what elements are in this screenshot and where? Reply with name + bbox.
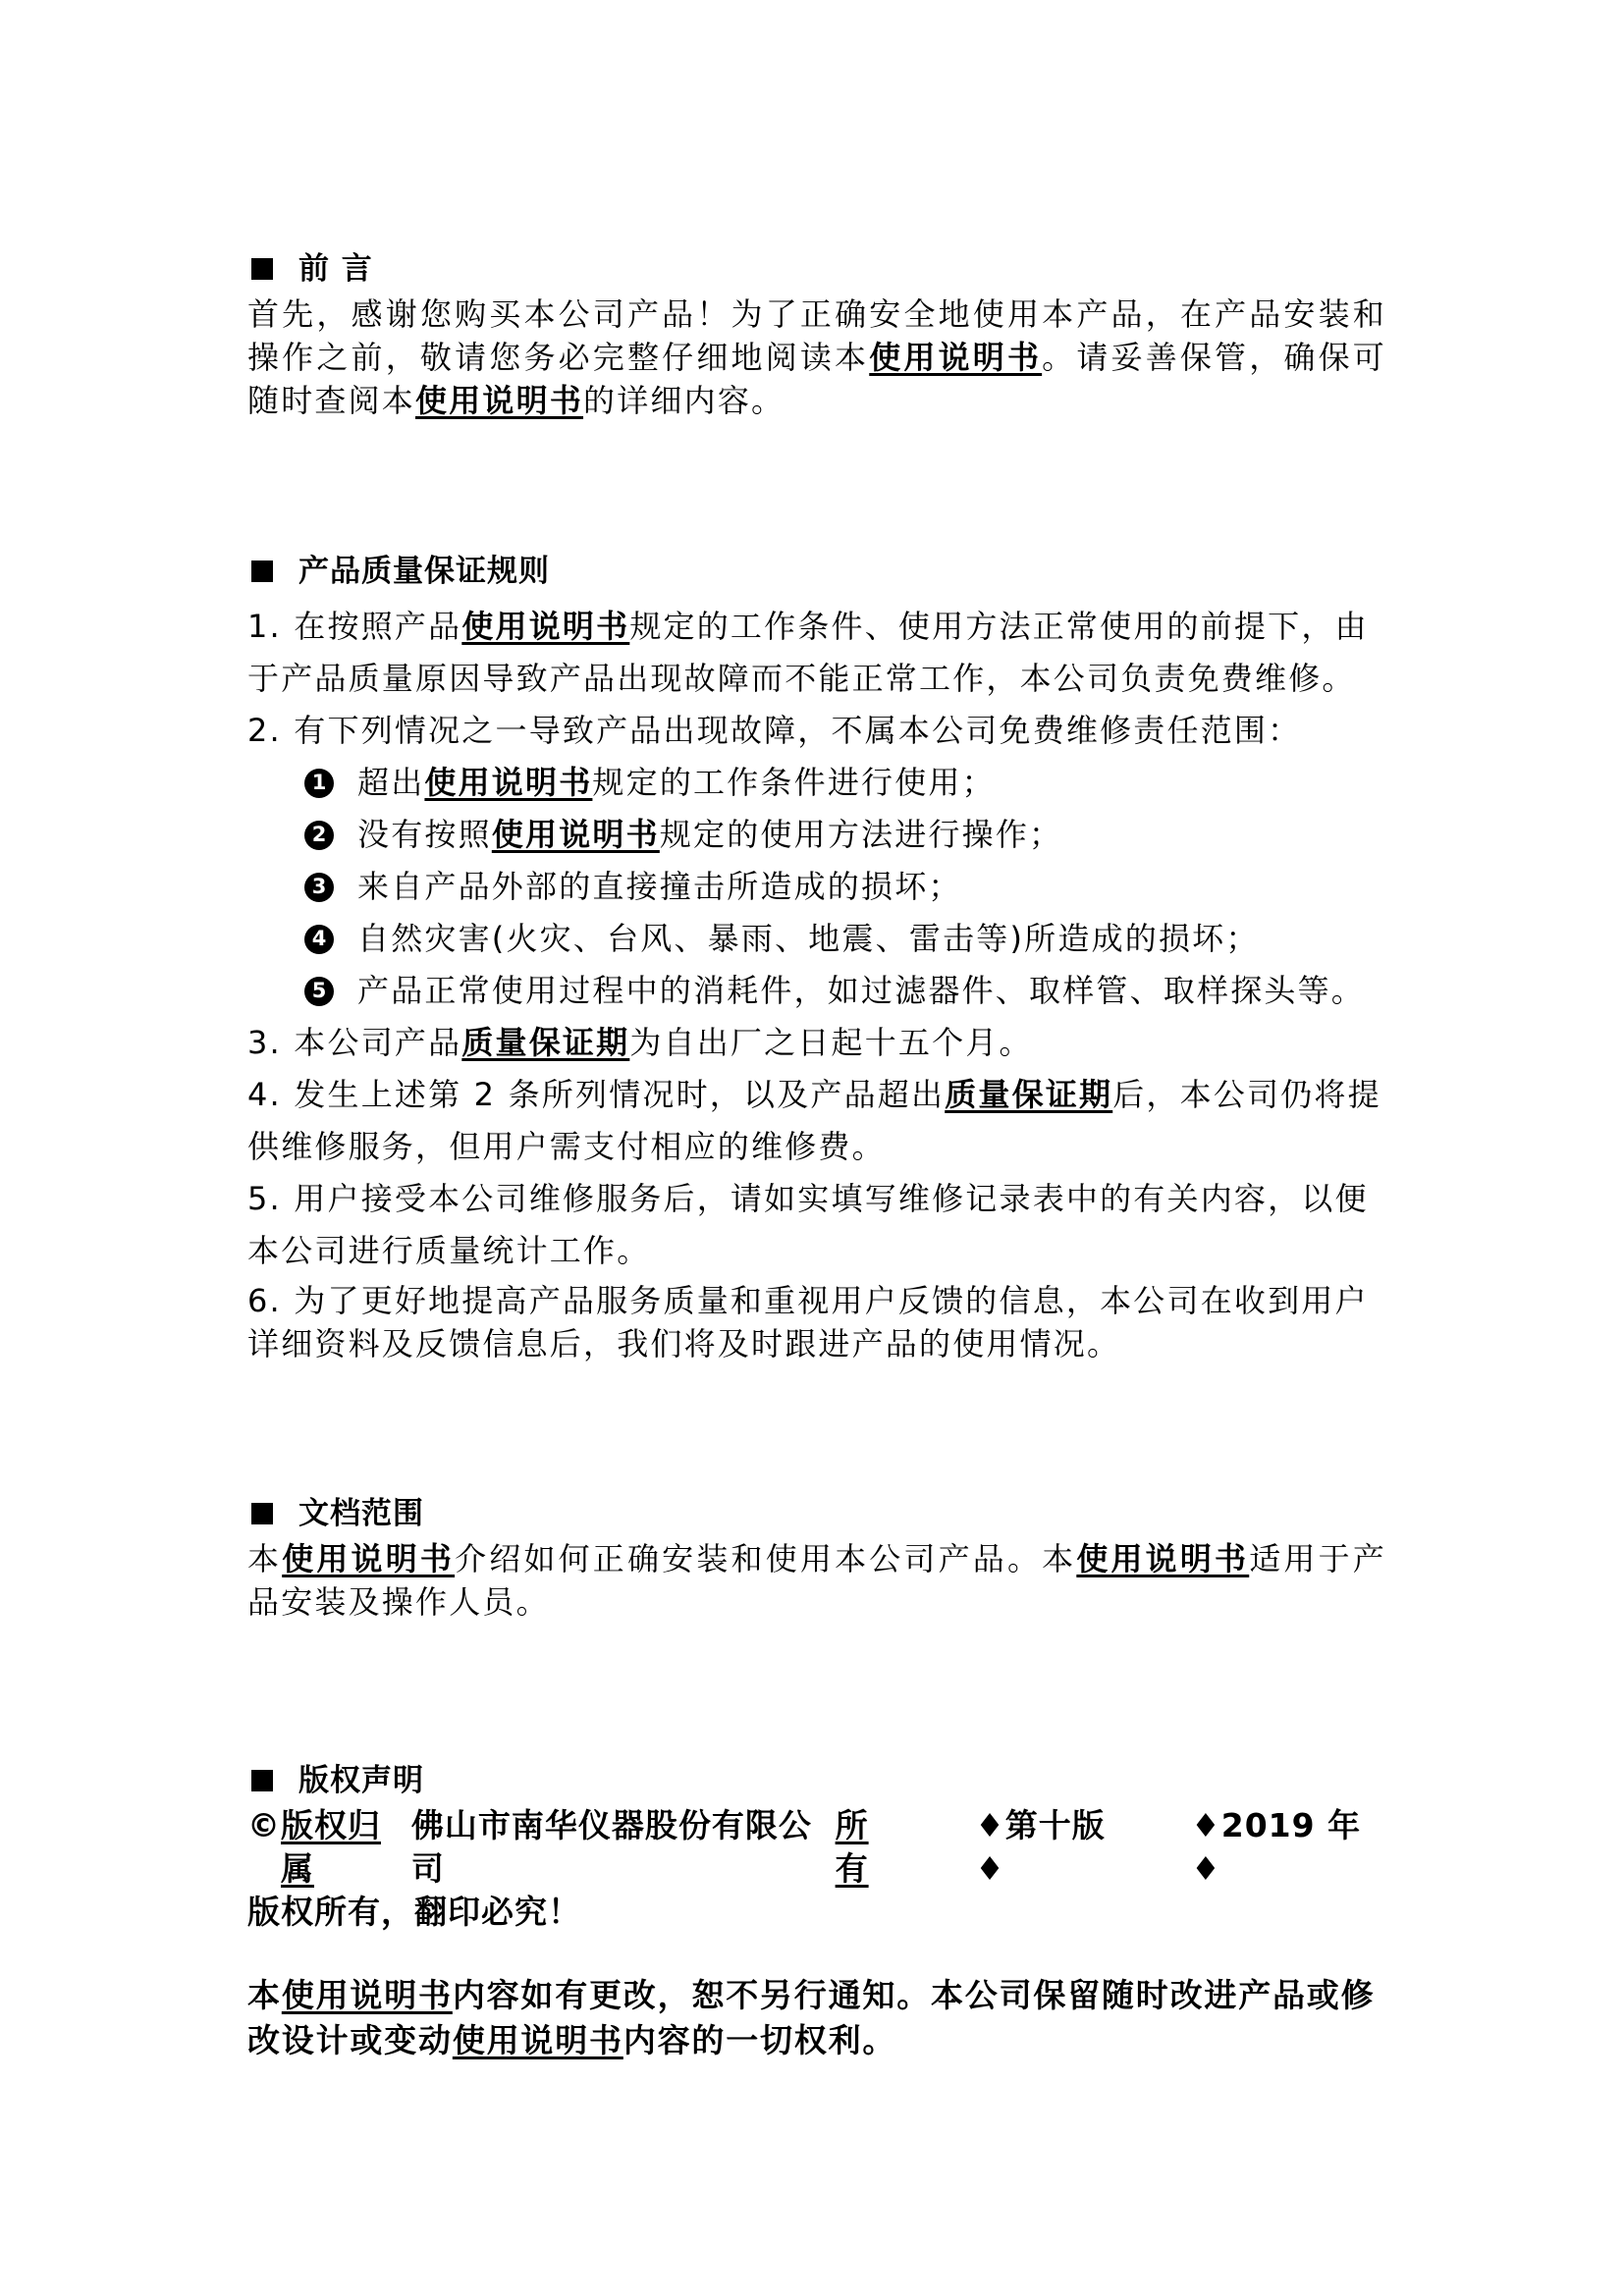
notice-text-2: 内容如有更改，恕不另行通知。本公司保留随时改进产品或修改设计或变动 — [247, 1976, 1376, 2059]
exclusion-text-a: 没有按照 — [357, 816, 492, 853]
exclusion-text: 产品正常使用过程中的消耗件，如过滤器件、取样管、取样探头等。 — [357, 972, 1366, 1009]
exclusion-text-b: 规定的工作条件进行使用； — [592, 764, 996, 801]
preface-text-3: 的详细内容。 — [583, 382, 785, 419]
preface-heading — [247, 245, 1386, 293]
exclusion-item-1 — [247, 757, 1386, 809]
warranty-item-1 — [247, 601, 1386, 705]
copyright-title: 版权声明 — [298, 1763, 424, 1798]
exclusion-text — [357, 809, 1062, 861]
copyright-symbol: © — [247, 1806, 281, 1844]
number-5-icon: 5 — [304, 977, 334, 1006]
warranty-section — [247, 548, 1386, 1365]
warranty-item-4 — [247, 1069, 1386, 1173]
scope-text-3: 适用于产品安装及操作人员。 — [247, 1540, 1386, 1621]
warranty-period-ref: 质量保证期 — [945, 1076, 1113, 1113]
change-notice — [247, 1973, 1386, 2063]
company-name: 佛山市南华仪器股份有限公司 — [410, 1806, 812, 1888]
exclusion-item-5 — [247, 965, 1386, 1017]
item-text: 3. 本公司产品 — [247, 1024, 462, 1061]
manual-ref: 使用说明书 — [452, 2021, 623, 2059]
manual-ref: 使用说明书 — [491, 816, 660, 853]
scope-title: 文档范围 — [298, 1496, 424, 1531]
number-3-icon: 3 — [304, 873, 334, 902]
warranty-item-3 — [247, 1017, 1386, 1069]
rights-reserved: 版权所有，翻印必究！ — [247, 1893, 581, 1931]
exclusion-text: 来自产品外部的直接撞击所造成的损坏； — [357, 868, 962, 905]
copyright-heading — [247, 1757, 1386, 1804]
copyright-ownership-label: 版权归属 — [281, 1806, 381, 1888]
copyright-owner-line — [247, 1804, 1386, 1891]
item-text: 1. 在按照产品 — [247, 608, 462, 645]
exclusion-text — [357, 757, 996, 809]
manual-ref: 使用说明书 — [1076, 1540, 1250, 1577]
warranty-period-ref: 质量保证期 — [461, 1024, 630, 1061]
warranty-item-6: 6. 为了更好地提高产品服务质量和重视用户反馈的信息，本公司在收到用户详细资料及反馈信息后，我们将及时跟进产品的使用情况。 — [247, 1282, 1369, 1362]
scope-text-2: 介绍如何正确安装和使用本公司产品。本 — [455, 1540, 1077, 1577]
exclusion-item-2 — [247, 809, 1386, 861]
preface-text-1: 首先，感谢您购买本公司产品！为了正确安全地使用本产品，在产品安装和操作之前，敬请您务必完整仔细地阅读本 — [247, 295, 1386, 376]
scope-heading — [247, 1490, 1386, 1537]
scope-section — [247, 1490, 1386, 1624]
exclusion-item-4 — [247, 913, 1386, 965]
edition-label: ♦第十版♦ — [975, 1806, 1106, 1888]
square-bullet-icon — [251, 1770, 273, 1791]
warranty-item-5: 5. 用户接受本公司维修服务后，请如实填写维修记录表中的有关内容，以便本公司进行质量统计工作。 — [247, 1180, 1369, 1269]
item-text: 规定的工作条件、使用方法正常使用的前提下，由于产品质量原因导致产品出现故障而不能正常工作，本公司负责免费维修。 — [247, 608, 1369, 697]
scope-text-1: 本 — [247, 1540, 283, 1577]
exclusion-text-a: 超出 — [357, 764, 425, 801]
manual-ref: 使用说明书 — [461, 608, 630, 645]
item-text: 4. 发生上述第 2 条所列情况时，以及产品超出 — [247, 1076, 946, 1113]
preface-text-2: 。请妥善保管，确保可随时查阅本 — [247, 339, 1386, 419]
manual-ref: 使用说明书 — [415, 382, 584, 419]
warranty-item-2: 2. 有下列情况之一导致产品出现故障，不属本公司免费维修责任范围： — [247, 712, 1302, 749]
preface-section — [247, 245, 1386, 422]
exclusion-text-b: 规定的使用方法进行操作； — [659, 816, 1063, 853]
manual-ref: 使用说明书 — [281, 1976, 453, 2014]
preface-title: 前 言 — [298, 251, 373, 287]
notice-text-1: 本 — [247, 1976, 282, 2014]
number-4-icon: 4 — [304, 925, 334, 954]
document-page — [247, 245, 1386, 2059]
item-text: 后，本公司仍将提供维修服务，但用户需支付相应的维修费。 — [247, 1076, 1381, 1165]
preface-text — [247, 293, 1386, 422]
exclusion-text: 自然灾害(火灾、台风、暴雨、地震、雷击等)所造成的损坏； — [357, 920, 1260, 957]
square-bullet-icon — [251, 1503, 273, 1524]
warranty-title: 产品质量保证规则 — [298, 554, 550, 589]
square-bullet-icon — [251, 258, 273, 280]
scope-text — [247, 1537, 1386, 1624]
item-text: 为自出厂之日起十五个月。 — [629, 1024, 1033, 1061]
number-1-icon: 1 — [304, 769, 334, 798]
square-bullet-icon — [251, 561, 273, 582]
number-2-icon: 2 — [304, 821, 334, 850]
manual-ref: 使用说明书 — [424, 764, 593, 801]
manual-ref: 使用说明书 — [282, 1540, 456, 1577]
copyright-owner-suffix: 所有 — [835, 1806, 869, 1888]
manual-ref: 使用说明书 — [869, 339, 1043, 376]
warranty-heading — [247, 548, 1386, 595]
exclusion-item-3 — [247, 861, 1386, 913]
copyright-section — [247, 1757, 1386, 2063]
notice-text-3: 内容的一切权利。 — [623, 2021, 897, 2059]
year-label: ♦2019 年♦ — [1191, 1806, 1362, 1888]
